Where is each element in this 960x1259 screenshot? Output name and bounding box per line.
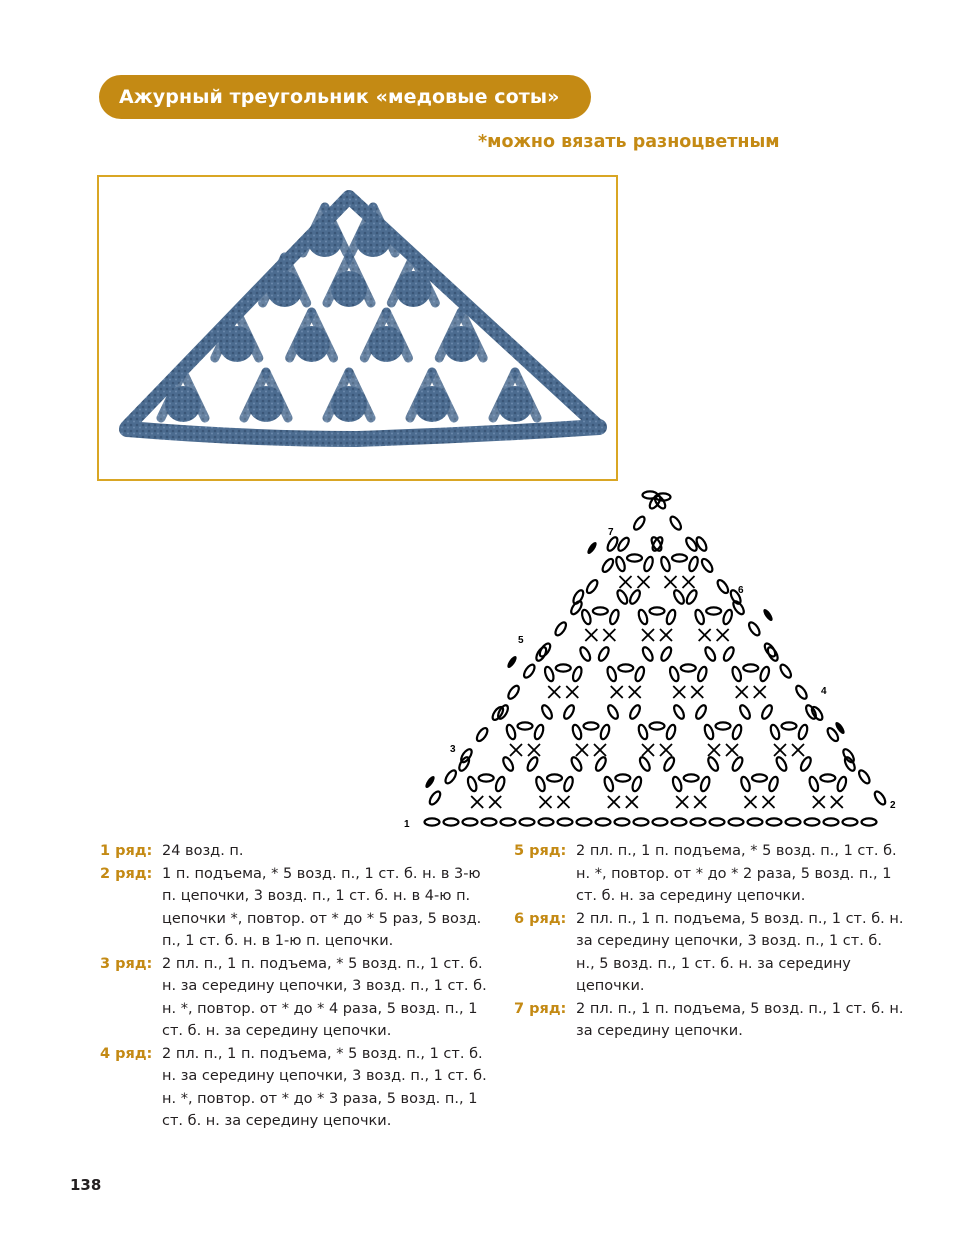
chain-stitch-symbol (731, 756, 745, 773)
chain-stitch-symbol (671, 776, 683, 793)
chain-stitch-symbol (533, 724, 545, 741)
chain-stitch-symbol (627, 554, 642, 561)
chain-stitch-symbol (706, 756, 720, 773)
chain-stitch-symbol (768, 776, 780, 793)
single-crochet-symbol (676, 796, 688, 808)
single-crochet-symbol (540, 796, 552, 808)
row-label: 5 ряд: (514, 843, 567, 859)
chain-stitch-symbol (556, 664, 571, 671)
chain-stitch-symbol (716, 578, 731, 594)
single-crochet-symbol (626, 796, 638, 808)
instruction-row-2 (100, 863, 490, 953)
chain-stitch-symbol (522, 663, 537, 679)
row-number-2: 2 (890, 800, 896, 811)
chain-stitch-symbol (585, 578, 600, 594)
chain-stitch-symbol (766, 646, 780, 663)
chain-stitch-symbol (539, 818, 554, 825)
single-crochet-symbol (774, 744, 786, 756)
crochet-chart (400, 480, 920, 840)
chain-stitch-symbol (606, 666, 618, 683)
chain-stitch-symbol (601, 557, 616, 573)
chain-stitch-symbol (684, 774, 699, 781)
chain-stitch-symbol (428, 790, 443, 806)
chain-stitch-symbol (722, 646, 736, 663)
single-crochet-symbol (611, 686, 623, 698)
chain-stitch-symbol (769, 724, 781, 741)
single-crochet-symbol (548, 686, 560, 698)
chain-stitch-symbol (729, 818, 744, 825)
chain-stitch-symbol (672, 818, 687, 825)
chain-stitch-symbol (540, 704, 554, 721)
chain-stitch-symbol (444, 818, 459, 825)
chain-stitch-symbol (808, 776, 820, 793)
chain-stitch-symbol (571, 666, 583, 683)
chain-stitch-symbol (767, 818, 782, 825)
row-number-6: 6 (738, 585, 744, 596)
chain-stitch-symbol (593, 607, 608, 614)
slip-stitch-symbol (424, 775, 437, 790)
chain-stitch-symbol (634, 666, 646, 683)
chain-stitch-symbol (518, 722, 533, 729)
chain-stitch-symbol (443, 769, 458, 785)
chain-stitch-symbol (681, 664, 696, 671)
chain-stitch-symbol (706, 607, 721, 614)
slip-stitch-symbol (586, 541, 599, 556)
chain-stitch-symbol (535, 776, 547, 793)
chain-stitch-symbol (665, 724, 677, 741)
chain-stitch-symbol (615, 818, 630, 825)
chain-stitch-symbol (672, 704, 686, 721)
chain-stitch-symbol (580, 609, 592, 626)
chain-stitch-symbol (638, 756, 652, 773)
chain-stitch-symbol (584, 722, 599, 729)
chain-stitch-symbol (820, 774, 835, 781)
chain-stitch-symbol (843, 818, 858, 825)
chain-stitch-symbol (786, 818, 801, 825)
single-crochet-symbol (594, 744, 606, 756)
chain-stitch-symbol (570, 756, 584, 773)
single-crochet-symbol (754, 686, 766, 698)
instruction-row-4 (100, 1043, 490, 1133)
instruction-row-1 (100, 840, 490, 863)
chain-stitch-symbol (716, 722, 731, 729)
crochet-triangle-photo (99, 177, 616, 479)
single-crochet-symbol (745, 796, 757, 808)
chain-stitch-symbol (494, 776, 506, 793)
row-text: 1 п. подъема, * 5 возд. п., 1 ст. б. н. в 3-ю п. цепочки, 3 возд. п., 1 ст. б. н. в 4-ю п. цепочки *, повтор. от * до * 5 раз, 5 возд. п., 1 ст. б. н. в 1-ю п. цепочки. (162, 865, 482, 949)
chain-stitch-symbol (594, 756, 608, 773)
sample-photo (97, 175, 618, 481)
chain-stitch-symbol (668, 666, 680, 683)
slip-stitch-symbol (506, 655, 519, 670)
slip-stitch-symbol (762, 608, 775, 623)
instruction-row-6 (514, 908, 904, 998)
chain-stitch-symbol (653, 818, 668, 825)
single-crochet-symbol (576, 744, 588, 756)
chain-stitch-symbol (794, 684, 809, 700)
chain-stitch-symbol (710, 818, 725, 825)
chain-stitch-symbol (643, 556, 655, 573)
chain-stitch-symbol (615, 774, 630, 781)
single-crochet-symbol (660, 744, 672, 756)
single-crochet-symbol (585, 629, 597, 641)
chain-stitch-symbol (628, 704, 642, 721)
chain-stitch-symbol (563, 776, 575, 793)
single-crochet-symbol (708, 744, 720, 756)
chain-stitch-symbol (722, 609, 734, 626)
row-label: 1 ряд: (100, 843, 153, 859)
chain-stitch-symbol (562, 704, 576, 721)
chain-stitch-symbol (836, 776, 848, 793)
chain-stitch-symbol (691, 818, 706, 825)
chain-stitch-symbol (665, 609, 677, 626)
single-crochet-symbol (642, 629, 654, 641)
single-crochet-symbol (528, 744, 540, 756)
chain-stitch-symbol (603, 776, 615, 793)
chain-stitch-symbol (752, 774, 767, 781)
chain-stitch-symbol (650, 722, 665, 729)
row-label: 7 ряд: (514, 1000, 567, 1017)
subtitle-note: *можно вязать разноцветным (478, 132, 780, 152)
chain-stitch-symbol (700, 557, 715, 573)
chain-stitch-symbol (778, 663, 793, 679)
chain-stitch-symbol (857, 769, 872, 785)
chain-stitch-symbol (694, 609, 706, 626)
chain-stitch-symbol (775, 756, 789, 773)
single-crochet-symbol (673, 686, 685, 698)
chain-stitch-symbol (618, 664, 633, 671)
chain-stitch-symbol (862, 818, 877, 825)
single-crochet-symbol (726, 744, 738, 756)
chain-stitch-symbol (797, 724, 809, 741)
chain-stitch-symbol (616, 536, 631, 552)
chain-stitch-symbol (628, 589, 642, 606)
chain-stitch-symbol (547, 774, 562, 781)
instruction-row-5 (514, 840, 904, 908)
chain-stitch-symbol (479, 774, 494, 781)
single-crochet-symbol (638, 576, 650, 588)
single-crochet-symbol (642, 744, 654, 756)
chain-stitch-symbol (425, 818, 440, 825)
section-title-banner (99, 75, 591, 119)
chain-stitch-symbol (475, 726, 490, 742)
chain-stitch-symbol (748, 818, 763, 825)
chain-stitch-symbol (740, 776, 752, 793)
row-text: 2 пл. п., 1 п. подъема, * 5 возд. п., 1 ст. б. н. за середину цепочки, 3 возд. п., 1 ст. б. н. *, повтор. от * до * 3 раза, 5 возд. п., 1 ст. б. н. за середину цепочки. (162, 1045, 487, 1129)
single-crochet-symbol (620, 576, 632, 588)
row-label: 6 ряд: (514, 910, 567, 927)
chain-stitch-symbol (699, 776, 711, 793)
single-crochet-symbol (736, 686, 748, 698)
single-crochet-symbol (683, 576, 695, 588)
single-crochet-symbol (717, 629, 729, 641)
chain-stitch-symbol (637, 609, 649, 626)
chain-stitch-symbol (463, 818, 478, 825)
single-crochet-symbol (660, 629, 672, 641)
chain-stitch-symbol (571, 589, 585, 606)
chain-stitch-symbol (615, 589, 629, 606)
chain-stitch-symbol (501, 818, 516, 825)
row-text: 2 пл. п., 1 п. подъема, 5 возд. п., 1 ст. б. н. за середину цепочки. (576, 1000, 904, 1039)
chain-stitch-symbol (631, 776, 643, 793)
single-crochet-symbol (566, 686, 578, 698)
chain-stitch-symbol (632, 515, 647, 531)
chain-stitch-symbol (578, 646, 592, 663)
chain-stitch-symbol (501, 756, 515, 773)
chain-stitch-symbol (599, 724, 611, 741)
single-crochet-symbol (831, 796, 843, 808)
row-number-5: 5 (518, 635, 524, 646)
section-title: Ажурный треугольник «медовые соты» (119, 86, 560, 108)
row-text: 2 пл. п., 1 п. подъема, * 5 возд. п., 1 ст. б. н. за середину цепочки, 3 возд. п., 1 ст. б. н. *, повтор. от * до * 4 раза, 5 возд. п., 1 ст. б. н. за середину цепочки. (162, 955, 487, 1039)
chain-stitch-symbol (520, 818, 535, 825)
single-crochet-symbol (699, 629, 711, 641)
chain-stitch-symbol (873, 790, 888, 806)
single-crochet-symbol (510, 744, 522, 756)
single-crochet-symbol (489, 796, 501, 808)
page-number: 138 (70, 1176, 102, 1194)
instructions-right-column (514, 840, 904, 1043)
instruction-row-7 (514, 998, 904, 1043)
chain-stitch-symbol (606, 536, 620, 553)
chain-stitch-symbol (672, 554, 687, 561)
single-crochet-symbol (603, 629, 615, 641)
chain-stitch-symbol (731, 724, 743, 741)
row-number-7: 7 (608, 527, 614, 538)
chain-stitch-symbol (457, 756, 471, 773)
chain-stitch-symbol (608, 609, 620, 626)
chain-stitch-symbol (571, 724, 583, 741)
chain-stitch-symbol (505, 724, 517, 741)
chain-stitch-symbol (634, 818, 649, 825)
chain-stitch-symbol (694, 704, 708, 721)
chain-stitch-symbol (731, 666, 743, 683)
chain-stitch-symbol (641, 646, 655, 663)
row-label: 2 ряд: (100, 865, 153, 882)
row-label: 4 ряд: (100, 1045, 153, 1062)
chain-stitch-symbol (650, 607, 665, 614)
chain-stitch-symbol (596, 818, 611, 825)
instruction-row-3 (100, 953, 490, 1043)
chain-stitch-symbol (703, 724, 715, 741)
row-label: 3 ряд: (100, 955, 153, 972)
single-crochet-symbol (608, 796, 620, 808)
chain-stitch-symbol (824, 818, 839, 825)
chain-stitch-symbol (759, 666, 771, 683)
chain-stitch-symbol (526, 756, 540, 773)
single-crochet-symbol (763, 796, 775, 808)
single-crochet-symbol (629, 686, 641, 698)
chain-stitch-symbol (743, 664, 758, 671)
row-text: 2 пл. п., 1 п. подъема, * 5 возд. п., 1 ст. б. н. *, повтор. от * до * 2 раза, 5 возд. п., 1 ст. б. н. за середину цепочки. (576, 843, 897, 904)
single-crochet-symbol (471, 796, 483, 808)
chain-stitch-symbol (553, 621, 568, 637)
chain-stitch-symbol (506, 684, 521, 700)
single-crochet-symbol (792, 744, 804, 756)
chain-stitch-symbol (804, 704, 818, 721)
chain-stitch-symbol (662, 756, 676, 773)
chain-stitch-symbol (672, 589, 686, 606)
single-crochet-symbol (813, 796, 825, 808)
single-crochet-symbol (694, 796, 706, 808)
instructions-left-column (100, 840, 490, 1133)
chain-stitch-symbol (577, 818, 592, 825)
chain-stitch-symbol (534, 646, 548, 663)
row-number-3: 3 (450, 744, 456, 755)
chain-stitch-symbol (703, 646, 717, 663)
chain-stitch-symbol (805, 818, 820, 825)
chain-stitch-symbol (747, 621, 762, 637)
chain-stitch-symbol (606, 704, 620, 721)
chain-stitch-symbol (668, 515, 683, 531)
chain-stitch-symbol (685, 589, 699, 606)
row-number-4: 4 (821, 686, 827, 697)
chain-stitch-symbol (688, 556, 700, 573)
chain-stitch-symbol (466, 776, 478, 793)
chain-stitch-symbol (637, 724, 649, 741)
chain-stitch-symbol (782, 722, 797, 729)
chain-stitch-symbol (615, 556, 627, 573)
chain-stitch-symbol (482, 818, 497, 825)
row-text: 24 возд. п. (162, 843, 244, 859)
single-crochet-symbol (558, 796, 570, 808)
chain-stitch-symbol (597, 646, 611, 663)
chain-stitch-symbol (760, 704, 774, 721)
chain-stitch-symbol (558, 818, 573, 825)
chain-stitch-symbol (543, 666, 555, 683)
single-crochet-symbol (665, 576, 677, 588)
row-number-1: 1 (404, 819, 410, 830)
row-text: 2 пл. п., 1 п. подъема, 5 возд. п., 1 ст. б. н. за середину цепочки, 3 возд. п., 1 ст. б. н., 5 возд. п., 1 ст. б. н. за середину цепочки. (576, 910, 904, 994)
single-crochet-symbol (691, 686, 703, 698)
chain-stitch-symbol (799, 756, 813, 773)
chain-stitch-symbol (660, 556, 672, 573)
chain-stitch-symbol (738, 704, 752, 721)
chain-stitch-symbol (659, 646, 673, 663)
chain-stitch-symbol (696, 666, 708, 683)
